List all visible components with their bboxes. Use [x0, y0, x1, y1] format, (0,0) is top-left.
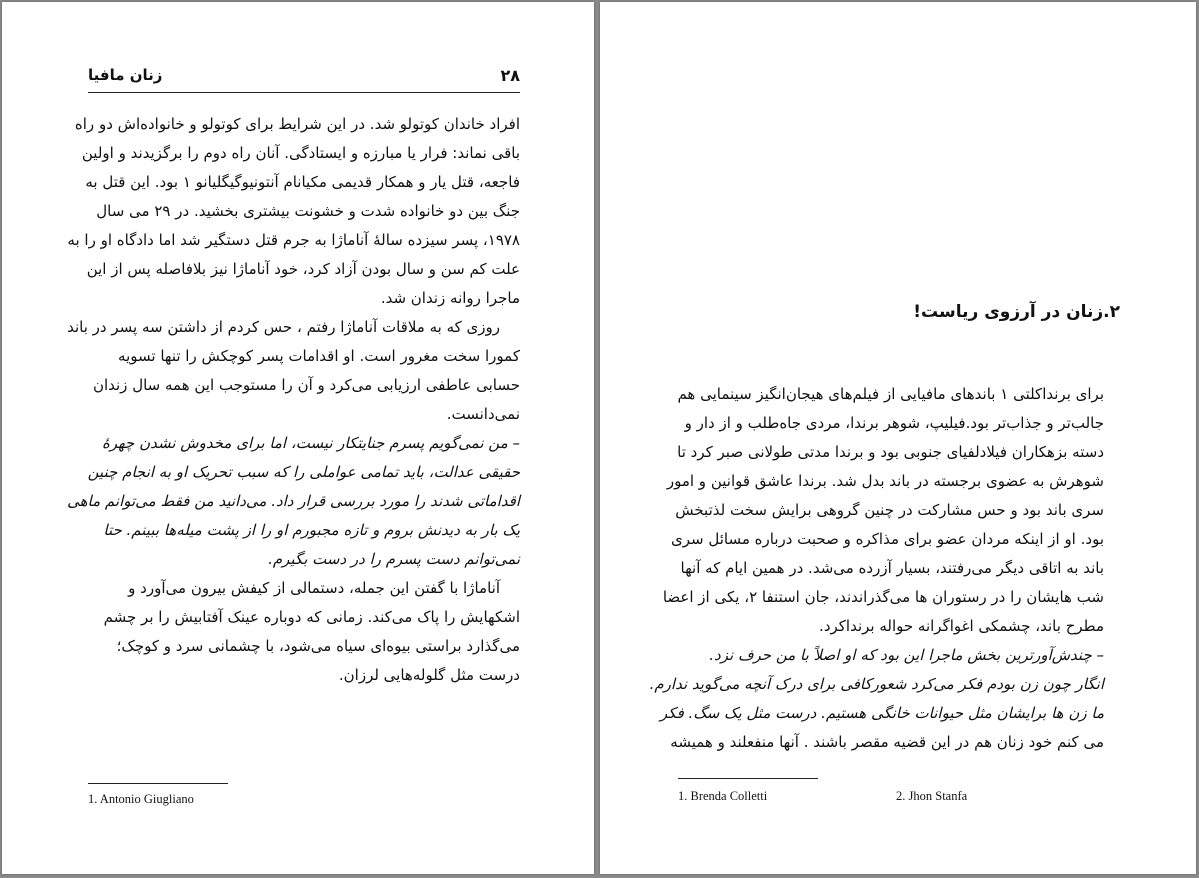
right-body-line: برای برنداکلتی ۱ باندهای مافیایی از فیلم‌های هیجان‌انگیز سینمایی هم [677, 385, 1104, 403]
right-body-line: شب هایشان را در رستوران ها می‌گذراندند، جان استنفا ۲، یکی از اعضا [662, 588, 1104, 606]
footnote-1: 1. Antonio Giugliano [88, 792, 194, 806]
right-body-line: ما زن ها برایشان مثل حیوانات خانگی هستیم. درست مثل یک سگ. فکر [660, 704, 1104, 722]
left-body-line: می‌گذارد براستی بیوه‌ای سیاه می‌شود، با چشمانی سرد و کوچک؛ [116, 637, 520, 655]
left-body-line: درست مثل گلوله‌هایی لرزان. [338, 666, 520, 684]
right-body-line: جالب‌تر و جذاب‌تر بود.فیلیپ، شوهر برندا، مردی جاه‌طلب و از دار و [684, 414, 1104, 432]
left-body-line: ماجرا روانه زندان شد. [380, 289, 520, 307]
footnote-2: 2. Jhon Stanfa [896, 789, 968, 803]
right-body-text [649, 380, 1104, 757]
right-body-line: باند به اتاقی دیگر می‌رفتند، بسیار آزرده می‌شد. در همین ایام که آنها [680, 559, 1104, 577]
left-body-line: نمی‌دانست. [446, 405, 520, 423]
right-page [600, 2, 1196, 874]
right-body-line: سری باند بود و حس مشارکت در چنین گروهی برایش سخت لذتبخش [675, 501, 1104, 519]
header-rule [88, 92, 520, 93]
left-body-line: جنگ بین دو خانواده شدت و خشونت بیشتری بخشید. در ۲۹ می سال [96, 202, 520, 220]
left-body-line: اقداماتی شدند را مورد بررسی قرار داد. می‌دانید من فقط می‌توانم ماهی [67, 492, 520, 510]
left-body-line: اشکهایش را پاک می‌کند. زمانی که دوباره عینک آفتابیش را بر چشم [103, 608, 520, 626]
left-body-text [67, 110, 520, 690]
right-body-line: بود. او از اینکه مردان عضو برای مذاکره و صحبت درباره مسائل سری [671, 530, 1104, 548]
left-body-line: علت کم سن و سال بودن آزاد کرد، خود آناماژا نیز بلافاصله پس از این [86, 260, 520, 278]
left-page [2, 2, 594, 874]
left-body-line: ۱۹۷۸، پسر سیزده سالهٔ آناماژا به جرم قتل دستگیر شد اما دادگاه او را به [67, 231, 520, 249]
left-body-line: افراد خاندان کوتولو شد. در این شرایط برای کوتولو و خانواده‌اش دو راه [74, 115, 520, 133]
left-body-line: حقیقی عدالت، باید تمامی عواملی را که سبب تحریک او به انجام چنین [87, 463, 520, 481]
page-header [88, 66, 520, 88]
left-body-line: کمورا سخت مغرور است. او اقدامات پسر کوچکش را تنها تسویه [118, 347, 520, 365]
left-body-line: نمی‌توانم دست پسرم را در دست بگیرم. [268, 550, 520, 568]
page-number: ۲۸ [500, 66, 520, 85]
footnote-rule [88, 783, 228, 784]
right-body-line: – چندش‌آورترین بخش ماجرا این بود که او اصلاً با من حرف نزد. [709, 646, 1104, 664]
left-body-line: آناماژا با گفتن این جمله، دستمالی از کیفش بیرون می‌آورد و [128, 579, 500, 597]
right-body-line: مطرح باند، چشمکی اغواگرانه حواله برنداکرد. [819, 617, 1104, 635]
left-body-line: یک بار به دیدنش بروم و تازه مجبورم او را از پشت میله‌ها ببینم. حتا [103, 521, 520, 539]
left-body-line: – من نمی‌گویم پسرم جنایتکار نیست، اما برای مخدوش نشدن چهرهٔ [101, 434, 520, 452]
right-body-line: می کنم خود زنان هم در این قضیه مقصر باشند . آنها منفعلند و همیشه [670, 733, 1104, 751]
left-body-line: حسابی عاطفی ارزیابی می‌کرد و آن را مستوجب این همه سال زندان [92, 376, 520, 394]
left-body-line: روزی که به ملاقات آناماژا رفتم ، حس کردم از داشتن سه پسر در باند [67, 318, 500, 336]
right-body-line: انگار چون زن بودم فکر می‌کرد شعورکافی برای درک آنچه می‌گوید ندارم. [649, 675, 1104, 693]
running-title: زنان مافیا [88, 66, 163, 84]
right-body-line: دسته بزهکاران فیلادلفیای جنوبی بود و برندا مدتی طولانی صبر کرد تا [677, 443, 1104, 461]
footnote-rule [678, 778, 818, 779]
left-body-line: فاجعه، قتل یار و همکار قدیمی مکیانام آنتونیوگیگلیانو ۱ بود. این قتل به [85, 173, 520, 191]
footnote-1: 1. Brenda Colletti [678, 789, 768, 803]
left-body-line: باقی نماند: فرار یا مبارزه و ایستادگی. آنان راه دوم را برگزیدند و اولین [81, 144, 520, 162]
chapter-title: ۲.زنان در آرزوی ریاست! [913, 302, 1120, 322]
right-body-line: شوهرش به عضوی برجسته در باند بدل شد. برندا عاشق قوانین و امور [666, 472, 1104, 490]
